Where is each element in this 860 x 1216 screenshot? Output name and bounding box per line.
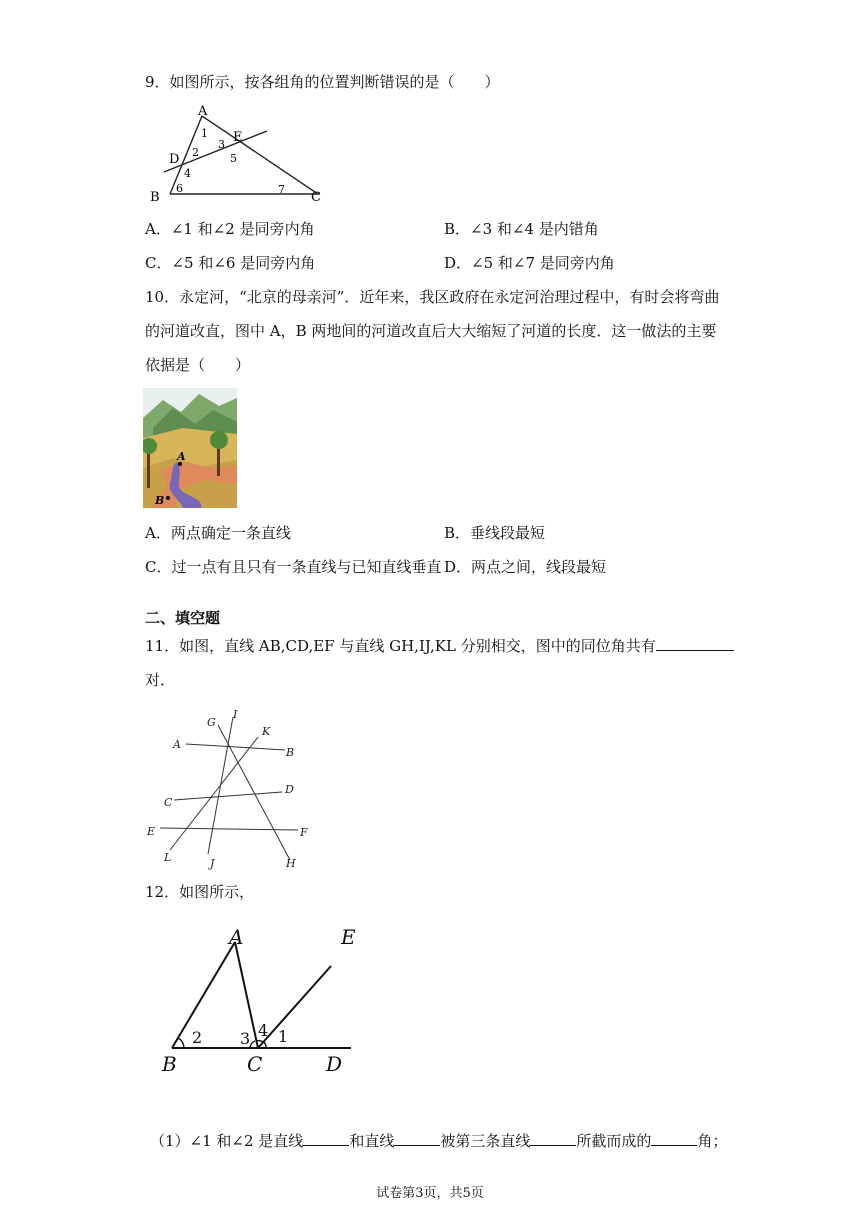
svg-text:I: I	[233, 708, 238, 721]
svg-text:1: 1	[201, 127, 208, 140]
svg-text:4: 4	[184, 167, 191, 180]
q10-stem-line2: 的河道改直，图中 A，B 两地间的河道改直后大大缩短了河道的长度．这一做法的主要	[145, 322, 717, 340]
svg-text:E: E	[233, 130, 243, 145]
q10-stem-line1: 10．永定河，“北京的母亲河”．近年来，我区政府在永定河治理过程中，有时会将弯曲	[145, 288, 720, 306]
svg-text:1: 1	[278, 1027, 289, 1046]
svg-text:A: A	[173, 738, 181, 751]
q12-sub1-text-a: （1）∠1 和∠2 是直线	[150, 1132, 304, 1150]
svg-text:C: C	[311, 190, 321, 205]
q10-stem-line3: 依据是（ ）	[145, 356, 251, 374]
svg-text:B: B	[286, 746, 295, 759]
svg-text:4: 4	[258, 1021, 269, 1040]
section-title: 二、填空题	[145, 609, 221, 627]
q12-blank-3[interactable]	[530, 1131, 576, 1146]
svg-text:K: K	[262, 725, 271, 738]
svg-text:A: A	[177, 450, 186, 463]
svg-text:2: 2	[192, 146, 199, 159]
q11-stem-text: 11．如图，直线 AB,CD,EF 与直线 GH,IJ,KL 分别相交，图中的同位角共有	[145, 637, 656, 655]
q11-stem-line1	[145, 636, 734, 656]
svg-text:5: 5	[230, 152, 237, 165]
svg-text:C: C	[247, 1052, 263, 1076]
q10-option-c: C．过一点有且只有一条直线与已知直线垂直	[145, 558, 442, 576]
q11-lines-figure	[140, 704, 320, 874]
svg-text:G: G	[207, 716, 216, 729]
q10-option-d: D．两点之间，线段最短	[444, 558, 607, 576]
q12-sub1-text-e: 角；	[697, 1132, 728, 1150]
q12-sub1-text-d: 所截而成的	[576, 1132, 652, 1150]
svg-text:3: 3	[240, 1029, 251, 1048]
svg-text:H: H	[286, 857, 296, 870]
q9-triangle-figure	[140, 104, 340, 208]
q9-option-a: A．∠1 和∠2 是同旁内角	[145, 220, 315, 238]
svg-text:B: B	[155, 494, 165, 507]
q12-sub1-text-b: 和直线	[349, 1132, 395, 1150]
svg-text:D: D	[285, 783, 294, 796]
q10-option-b: B．垂线段最短	[444, 524, 546, 542]
river-landscape-image	[143, 388, 237, 508]
q9-option-c: C．∠5 和∠6 是同旁内角	[145, 254, 316, 272]
q12-sub1-text-c: 被第三条直线	[440, 1132, 531, 1150]
svg-text:3: 3	[218, 138, 225, 151]
q12-blank-2[interactable]	[394, 1131, 440, 1146]
svg-text:B: B	[150, 190, 160, 205]
svg-text:6: 6	[176, 182, 183, 195]
q11-answer-blank[interactable]	[656, 636, 734, 651]
svg-text:A: A	[198, 104, 208, 119]
svg-text:J: J	[210, 857, 215, 870]
q11-stem-line2: 对．	[145, 671, 176, 689]
q10-option-a: A．两点确定一条直线	[145, 524, 291, 542]
svg-text:D: D	[169, 152, 180, 167]
svg-text:A: A	[229, 925, 244, 949]
q12-blank-4[interactable]	[651, 1131, 697, 1146]
q12-angle-figure	[155, 920, 375, 1080]
q9-option-b: B．∠3 和∠4 是内错角	[444, 220, 599, 238]
svg-text:D: D	[326, 1052, 343, 1076]
svg-text:L: L	[164, 851, 172, 864]
svg-text:E: E	[147, 825, 156, 838]
svg-text:7: 7	[278, 183, 285, 196]
q12-sub1	[150, 1131, 727, 1151]
svg-text:2: 2	[192, 1028, 203, 1047]
q9-stem: 9．如图所示，按各组角的位置判断错误的是（ ）	[145, 73, 500, 91]
q9-option-d: D．∠5 和∠7 是同旁内角	[444, 254, 615, 272]
svg-text:B: B	[162, 1052, 177, 1076]
svg-text:E: E	[341, 925, 356, 949]
q12-stem: 12．如图所示，	[145, 883, 255, 901]
q12-blank-1[interactable]	[303, 1131, 349, 1146]
svg-text:F: F	[300, 826, 308, 839]
svg-text:C: C	[164, 796, 173, 809]
page-footer: 试卷第3页，共5页	[376, 1186, 484, 1201]
